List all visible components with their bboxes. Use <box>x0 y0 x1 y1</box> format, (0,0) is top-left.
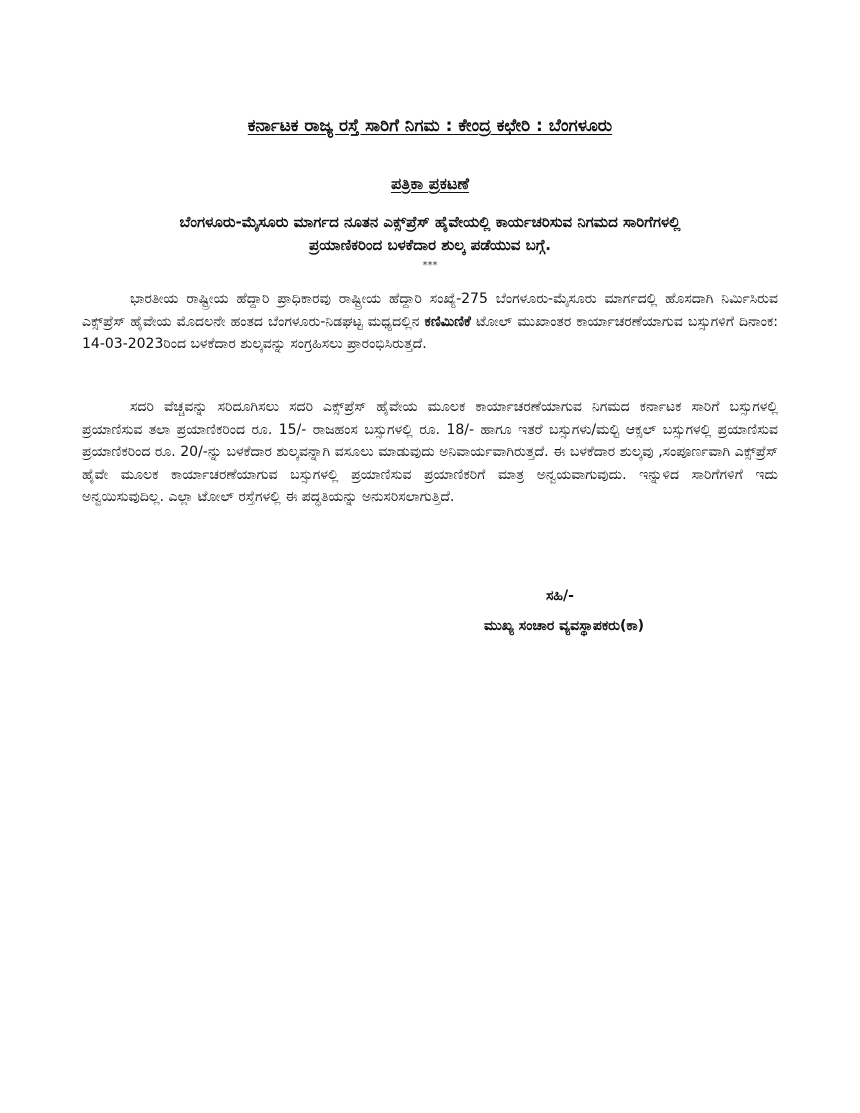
toll-plaza-name: ಕಣಿಮಿಣಿಕೆ <box>424 313 471 330</box>
paragraph-2: ಸದರಿ ವೆಚ್ಚವನ್ನು ಸರಿದೂಗಿಸಲು ಸದರಿ ಎಕ್ಸ್‌ಪ್ರೆಸ್ ಹೈವೇಯ ಮೂಲಕ ಕಾರ್ಯಾಚರಣೆಯಾಗುವ ನಿಗಮದ ಕರ್ನಾಟಕ ಸಾರಿಗೆ ಬಸ್ಸುಗಳಲ್ಲಿ ಪ್ರಯಾಣಿಸುವ ತಲಾ ಪ್ರಯಾಣಿಕರಿಂದ ರೂ. 15/- ರಾಜಹಂಸ ಬಸ್ಸುಗಳಲ್ಲಿ ರೂ. 18/- ಹಾಗೂ ಇತರೆ ಬಸ್ಸುಗಳು/ಮಲ್ಟಿ ಆಕ್ಸಲ್ ಬಸ್ಸುಗಳಲ್ಲಿ ಪ್ರಯಾಣಿಸುವ ಪ್ರಯಾಣಿಕರಿಂದ ರೂ. 20/-ನ್ನು ಬಳಕೆದಾರ ಶುಲ್ಕವನ್ನಾಗಿ ವಸೂಲು ಮಾಡುವುದು ಅನಿವಾರ್ಯವಾಗಿರುತ್ತದೆ. ಈ ಬಳಕೆದಾರ ಶುಲ್ಕವು ,ಸಂಪೂರ್ಣವಾಗಿ ಎಕ್ಸ್‌ಪ್ರೆಸ್ ಹೈವೇ ಮೂಲಕ ಕಾರ್ಯಾಚರಣೆಯಾಗುವ ಬಸ್ಸುಗಳಲ್ಲಿ ಪ್ರಯಾಣಿಸುವ ಪ್ರಯಾಣಿಕರಿಗೆ ಮಾತ್ರ ಅನ್ವಯವಾಗುವುದು. ಇನ್ನುಳಿದ ಸಾರಿಗೆಗಳಿಗೆ ಇದು ಅನ್ವಯಿಸುವುದಿಲ್ಲ. ಎಲ್ಲಾ ಟೋಲ್ ರಸ್ತೆಗಳಲ್ಲಿ ಈ ಪದ್ಧತಿಯನ್ನು ಅನುಸರಿಸಲಾಗುತ್ತಿದೆ. <box>82 399 778 505</box>
paragraph-1-text-start: ಭಾರತೀಯ ರಾಷ್ಟ್ರೀಯ ಹೆದ್ದಾರಿ ಪ್ರಾಧಿಕಾರವು ರಾಷ್ಟ್ರೀಯ ಹೆದ್ದಾರಿ ಸಂಖ್ಯೆ-275 ಬೆಂಗಳೂರು-ಮೈಸೂರು ಮಾರ್ಗದಲ್ಲಿ ಹೊಸದಾಗಿ ನಿರ್ಮಿಸಿರುವ ಎಕ್ಸ್‌ಪ್ರೆಸ್ ಹೈವೇಯ ಮೊದಲನೇ ಹಂತದ ಬೆಂಗಳೂರು-ನಿಡಘಟ್ಟ ಮಧ್ಯದಲ್ಲಿನ <box>82 291 778 330</box>
paragraph-1-text-end: ಟೋಲ್ ಮುಖಾಂತರ ಕಾರ್ಯಾಚರಣೆಯಾಗುವ ಬಸ್ಸುಗಳಿಗೆ ದಿನಾಂಕ: 14-03-2023ರಿಂದ ಬಳಕೆದಾರ ಶುಲ್ಕವನ್ನು ಸಂಗ್ರಹಿಸಲು ಪ್ರಾರಂಭಿಸಿರುತ್ತದೆ. <box>82 313 778 352</box>
paragraph-1 <box>82 288 778 356</box>
separator-stars: *** <box>422 260 438 271</box>
subject-line-2: ಪ್ರಯಾಣಿಕರಿಂದ ಬಳಕೆದಾರ ಶುಲ್ಕ ಪಡೆಯುವ ಬಗ್ಗೆ. <box>308 236 552 254</box>
signatory-designation: ಮುಖ್ಯ ಸಂಚಾರ ವ್ಯವಸ್ಥಾಪಕರು(ಕಾ) <box>484 618 645 634</box>
press-release-title: ಪತ್ರಿಕಾ ಪ್ರಕಟಣೆ <box>390 174 470 193</box>
organization-heading: ಕರ್ನಾಟಕ ರಾಜ್ಯ ರಸ್ತೆ ಸಾರಿಗೆ ನಿಗಮ : ಕೇಂದ್ರ ಕಛೇರಿ : ಬೆಂಗಳೂರು <box>247 116 613 136</box>
signature: ಸಹಿ/- <box>546 588 574 604</box>
subject-line-1: ಬೆಂಗಳೂರು-ಮೈಸೂರು ಮಾರ್ಗದ ನೂತನ ಎಕ್ಸ್‌ಪ್ರೆಸ್ ಹೈವೇಯಲ್ಲಿ ಕಾರ್ಯಚರಿಸುವ ನಿಗಮದ ಸಾರಿಗೆಗಳಲ್ಲಿ <box>179 213 681 231</box>
subject-block <box>90 211 770 257</box>
